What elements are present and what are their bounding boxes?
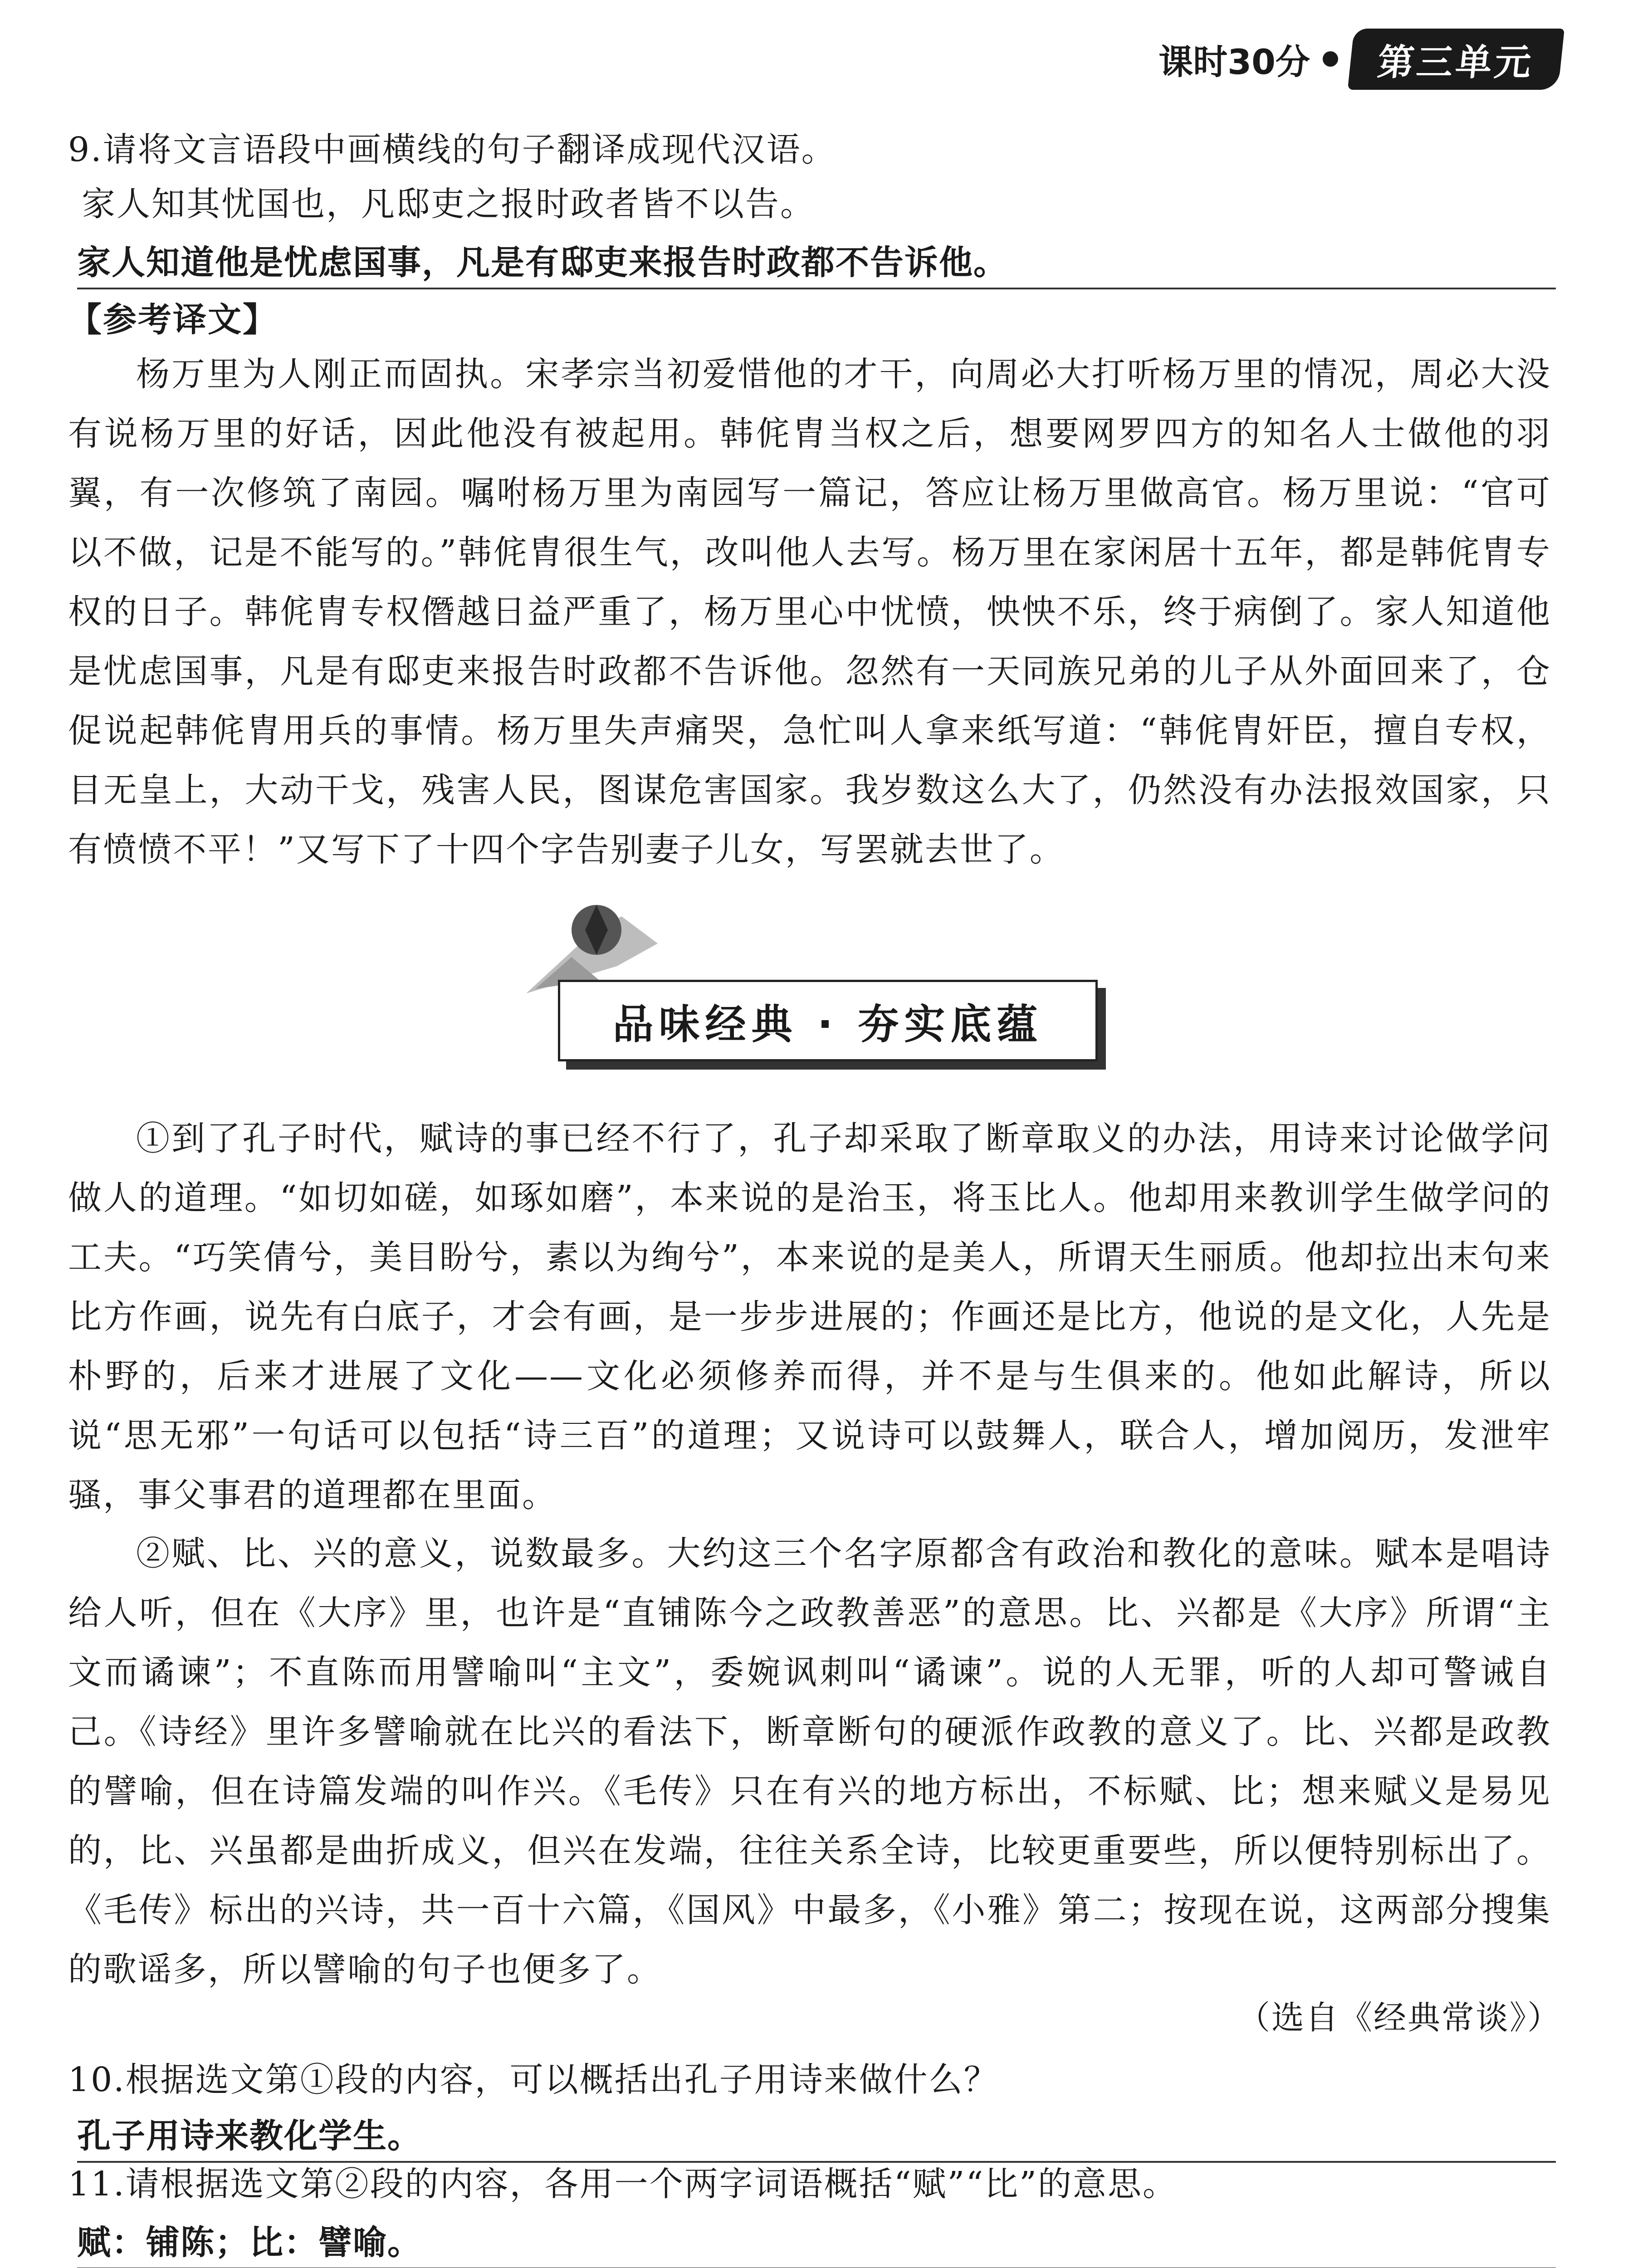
unit-badge: 第三单元 [1348,29,1564,90]
question-11-answer: 赋：铺陈；比：譬喻。 [77,2216,1556,2268]
question-10: 10.根据选文第①段的内容，可以概括出孔子用诗来做什么？ [68,2060,999,2099]
question-10-answer: 孔子用诗来教化学生。 [77,2109,1556,2163]
section-banner [508,889,1052,1098]
lesson-time-label: 课时30分 [1158,41,1310,82]
question-9-answer: 家人知道他是忧虑国事，凡是有邸吏来报告时政都不告诉他。 [77,236,1556,289]
reference-heading: 【参考译文】 [68,300,278,339]
bullet-dot-icon [1323,51,1338,67]
reference-translation: 杨万里为人刚正而固执。宋孝宗当初爱惜他的才干，向周必大打听杨万里的情况，周必大没有说杨万里的好话，因此他没有被起用。韩侂胄当权之后，想要网罗四方的知名人士做他的羽翼，有一次修筑了南园。嘱咐杨万里为南园写一篇记，答应让杨万里做高官。杨万里说：“官可以不做，记是不能写的。”韩侂胄很生气，改叫他人去写。杨万里在家闲居十五年，都是韩侂胄专权的日子。韩侂胄专权僭越日益严重了，杨万里心中忧愤，怏怏不乐，终于病倒了。家人知道他是忧虑国事，凡是有邸吏来报告时政都不告诉他。忽然有一天同族兄弟的儿子从外面回来了，仓促说起韩侂胄用兵的事情。杨万里失声痛哭，急忙叫人拿来纸写道：“韩侂胄奸臣，擅自专权，目无皇上，大动干戈，残害人民，图谋危害国家。我岁数这么大了，仍然没有办法报效国家，只有愤愤不平！”又写下了十四个字告别妻子儿女，写罢就去世了。 [68,355,1551,869]
question-9-original: 家人知其忧国也，凡邸吏之报时政者皆不以告。 [82,185,815,224]
page-header [1158,27,1561,91]
passage-source: （选自《经典常谈》） [1237,1999,1561,2037]
question-11: 11.请根据选文第②段的内容，各用一个两字词语概括“赋”“比”的意思。 [68,2165,1178,2204]
passage-paragraph-1: ①到了孔子时代，赋诗的事已经不行了，孔子却采取了断章取义的办法，用诗来讨论做学问做人的道理。“如切如磋，如琢如磨”，本来说的是治玉，将玉比人。他却用来教训学生做学问的工夫。“巧笑倩兮，美目盼兮，素以为绚兮”，本来说的是美人，所谓天生丽质。他却拉出末句来比方作画，说先有白底子，才会有画，是一步步进展的；作画还是比方，他说的是文化，人先是朴野的，后来才进展了文化——文化必须修养而得，并不是与生俱来的。他如此解诗，所以说“思无邪”一句话可以包括“诗三百”的道理；又说诗可以鼓舞人，联合人，增加阅历，发泄牢骚，事父事君的道理都在里面。 [68,1119,1551,1515]
question-9: 9.请将文言语段中画横线的句子翻译成现代汉语。 [68,130,836,169]
section-banner-title: 品味经典 · 夯实底蕴 [558,980,1098,1061]
passage-paragraph-2: ②赋、比、兴的意义，说数最多。大约这三个名字原都含有政治和教化的意味。赋本是唱诗给人听，但在《大序》里，也许是“直铺陈今之政教善恶”的意思。比、兴都是《大序》所谓“主文而谲谏”；不直陈而用譬喻叫“主文”，委婉讽刺叫“谲谏”。说的人无罪，听的人却可警诫自己。《诗经》里许多譬喻就在比兴的看法下，断章断句的硬派作政教的意义了。比、兴都是政教的譬喻，但在诗篇发端的叫作兴。《毛传》只在有兴的地方标出，不标赋、比；想来赋义是易见的，比、兴虽都是曲折成义，但兴在发端，往往关系全诗，比较更重要些，所以便特别标出了。《毛传》标出的兴诗，共一百十六篇，《国风》中最多，《小雅》第二；按现在说，这两部分搜集的歌谣多，所以譬喻的句子也便多了。 [68,1534,1551,1989]
